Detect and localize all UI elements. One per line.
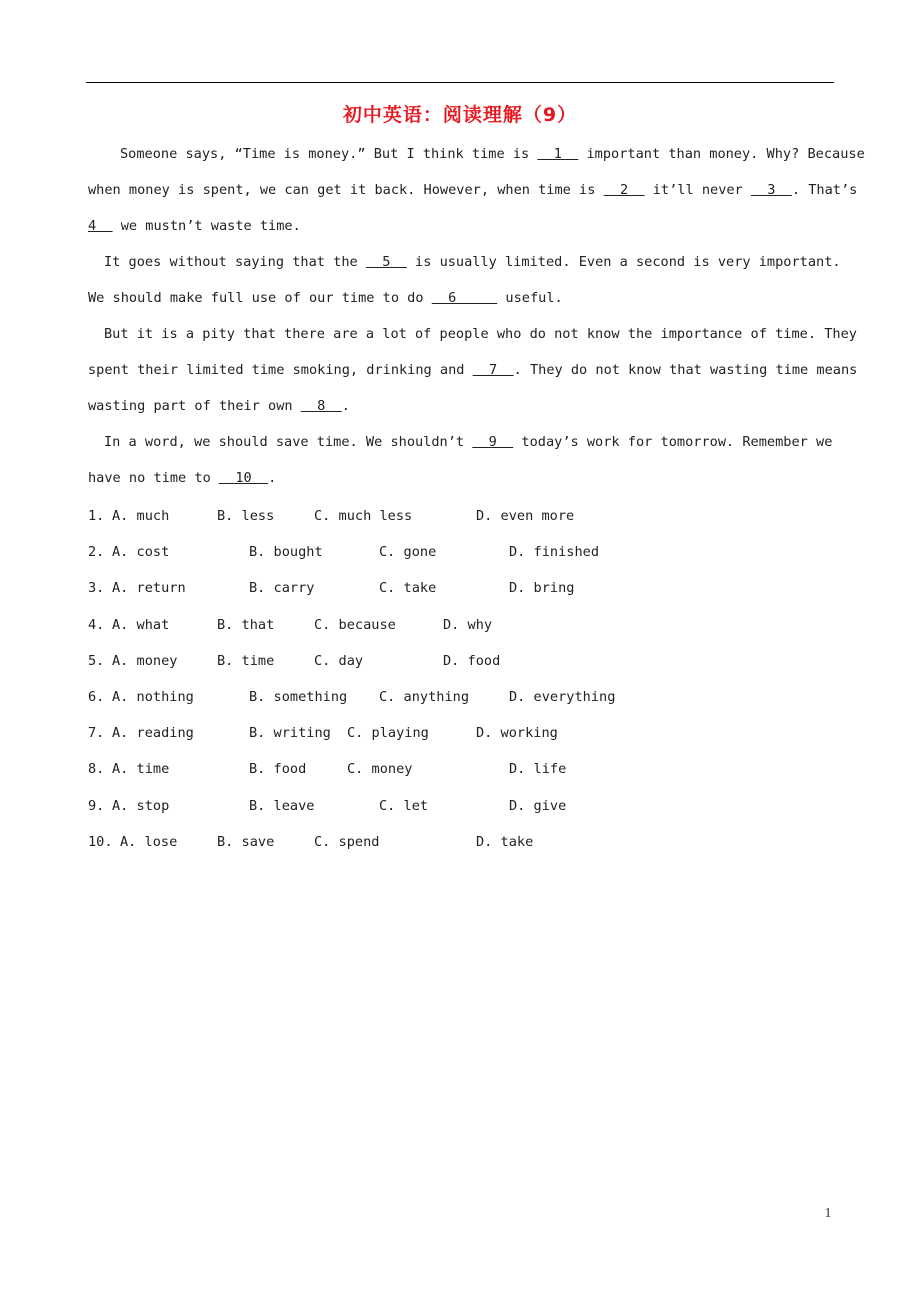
page-number: 1 [824,1206,832,1221]
question-row: 3. A. return B. carry C. take D. bring [88,580,575,597]
blank-1: 1 [537,146,579,162]
passage-line-8: wasting part of their own 8 . [88,398,350,414]
passage-line-7: spent their limited time smoking, drinking and 7 . They do not know that wasting time means [88,362,858,378]
passage-line-2: when money is spent, we can get it back. However, when time is 2 it’ll never 3 . That’s [88,182,858,198]
blank-2: 2 [603,182,645,198]
question-row: 1. A. much B. less C. much less D. even more [88,508,575,524]
blank-4: 4 [88,218,113,234]
blank-6: 6 [431,290,498,306]
question-row: 10. A. lose B. save C. spend D. take [88,833,534,850]
question-row: 4. A. what B. that C. because D. why [88,616,493,633]
blank-3: 3 [750,182,792,198]
header-rule [86,82,834,83]
passage-line-9: In a word, we should save time. We shouldn’t 9 today’s work for tomorrow. Remember we [104,434,833,450]
passage-line-1: Someone says, “Time is money.” But I think time is 1 important than money. Why? Because [120,146,865,162]
passage-line-6: But it is a pity that there are a lot of people who do not know the importance of time. They [104,326,857,342]
blank-9: 9 [472,434,514,450]
question-row: 6. A. nothing B. something C. anything D. everything [88,688,616,705]
page-title: 初中英语：阅读理解（9） [342,104,578,126]
question-row: 5. A. money B. time C. day D. food [88,652,501,669]
question-row: 9. A. stop B. leave C. let D. give [88,797,567,814]
passage-line-10: have no time to 10 . [88,470,277,486]
passage-line-5: We should make full use of our time to do 6 useful. [88,290,563,306]
blank-5: 5 [365,254,407,270]
question-row: 7. A. reading B. writing C. playing D. working [88,725,558,742]
passage-line-3: 4 we mustn’t waste time. [88,218,301,234]
passage-line-4: It goes without saying that the 5 is usually limited. Even a second is very important. [104,254,841,270]
answer-options [88,498,832,860]
question-row: 2. A. cost B. bought C. gone D. finished [88,544,600,561]
blank-10: 10 [218,470,269,486]
question-row: 8. A. time B. food C. money D. life [88,761,567,778]
blank-7: 7 [472,362,514,378]
blank-8: 8 [300,398,342,414]
